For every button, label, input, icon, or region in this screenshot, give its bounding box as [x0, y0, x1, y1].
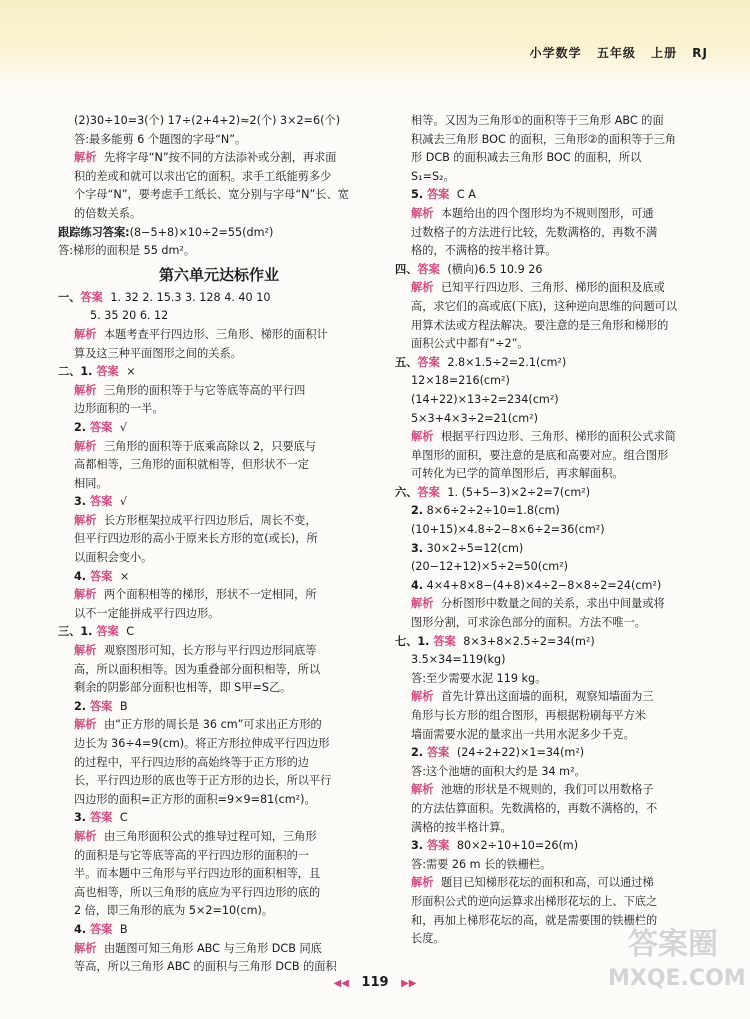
watermark-text: 答案圈 — [628, 927, 718, 962]
text-line — [395, 837, 707, 856]
text-line — [395, 112, 707, 131]
label-tag: 答案 — [417, 355, 440, 369]
text-fragment: 池塘的形状是不规则的，我们可以用数格子 — [437, 783, 654, 797]
text-fragment: 4. — [411, 578, 424, 592]
text-fragment: 相同。 — [74, 476, 108, 490]
label-tag: 解析 — [411, 430, 434, 444]
text-fragment: 3.5×34=119(kg) — [411, 653, 506, 667]
text-fragment: 30×2÷5=12(cm) — [423, 541, 524, 555]
text-fragment: 边形面积的一半。 — [74, 402, 164, 416]
label-tag: 答案 — [86, 495, 113, 509]
text-fragment: 本题考查平行四边形、三角形、梯形的面积计 — [100, 327, 328, 341]
text-line — [58, 884, 380, 903]
text-line — [395, 540, 707, 559]
text-fragment: 根据平行四边形、三角形、梯形的面积公式求简 — [437, 430, 676, 444]
text-fragment: 七、1. — [395, 634, 430, 648]
text-line — [395, 484, 707, 503]
text-fragment: 由“正方形的周长是 36 cm”可求出正方形的 — [100, 718, 322, 732]
text-line — [58, 186, 380, 205]
watermark-logo — [608, 927, 746, 1008]
text-fragment: 边长为 36÷4=9(cm)。将正方形拉伸成平行四边形 — [74, 737, 330, 750]
text-fragment: 8×6÷2÷2÷10=1.8(cm) — [423, 504, 560, 518]
text-line — [58, 940, 380, 959]
text-line — [395, 577, 707, 596]
text-line — [395, 521, 707, 540]
label-tag: 答案 — [80, 290, 103, 304]
text-line — [58, 205, 380, 224]
text-line — [58, 605, 380, 624]
text-fragment: 的过程中，平行四边形的高始终等于正方形的边 — [74, 755, 309, 769]
text-line — [395, 781, 707, 800]
text-fragment: 形面积公式的逆向运算求出梯形花坛的上、下底之 — [411, 894, 658, 908]
label-tag: 解析 — [74, 327, 97, 341]
text-line — [395, 447, 707, 466]
text-line — [395, 688, 707, 707]
text-line — [58, 363, 380, 382]
text-fragment: C A — [453, 188, 476, 202]
text-fragment: 长方形框架拉成平行四边形后，周长不变， — [100, 513, 317, 527]
text-fragment: 六、 — [395, 485, 418, 499]
text-line — [395, 186, 707, 205]
text-fragment: 2 倍，即三角形的底为 5×2=10(cm)。 — [74, 904, 274, 918]
text-line — [58, 475, 380, 494]
label-tag: 答案 — [86, 922, 113, 936]
text-fragment: 高，所以面积相等。因为重叠部分面积相等，所以 — [74, 662, 321, 676]
text-fragment: 5. — [411, 188, 424, 202]
text-fragment: (24÷2+22)×1=34(m²) — [453, 746, 585, 760]
text-line — [58, 400, 380, 419]
text-line — [58, 289, 380, 308]
text-fragment: 本题给出的四个图形均为不规则图形，可通 — [437, 206, 654, 220]
text-fragment: 等高，所以三角形 ABC 的面积与三角形 DCB 的面积 — [74, 960, 337, 974]
text-line — [58, 623, 380, 642]
text-fragment: 长度。 — [411, 932, 445, 946]
text-fragment: √ — [116, 495, 128, 509]
text-fragment: 算及这三种平面图形之间的关系。 — [74, 346, 242, 360]
text-line — [58, 493, 380, 512]
text-line — [58, 438, 380, 457]
label-tag: 解析 — [74, 941, 97, 955]
text-line — [58, 345, 380, 364]
text-fragment: 墙面需要水泥的量求出一共用水泥多少千克。 — [411, 727, 635, 741]
label-tag: 解析 — [74, 588, 97, 602]
text-line — [58, 382, 380, 401]
right-column — [395, 112, 707, 949]
label-tag: 解析 — [411, 206, 434, 220]
text-fragment: 二、1. — [58, 365, 93, 379]
text-fragment: 半。而本题中三角形与平行四边形的面积相等，且 — [74, 867, 321, 881]
text-line — [395, 391, 707, 410]
text-fragment: 5. 35 20 6. 12 — [90, 309, 169, 323]
text-line — [395, 744, 707, 763]
text-fragment: 答:至少需要水泥 119 kg。 — [411, 671, 547, 685]
text-line — [58, 735, 380, 754]
prev-arrow-icon[interactable]: ◀◀ — [333, 978, 349, 989]
text-fragment: 2. — [74, 420, 87, 434]
text-fragment: C — [116, 811, 128, 825]
text-line — [58, 456, 380, 475]
text-line — [395, 670, 707, 689]
text-line — [395, 224, 707, 243]
text-fragment: 和，再加上梯形花坛的高，就是需要围的铁栅栏的 — [411, 913, 658, 927]
text-line — [395, 354, 707, 373]
text-line — [395, 149, 707, 168]
text-fragment: B — [116, 699, 128, 713]
text-line — [395, 874, 707, 893]
text-line — [58, 902, 380, 921]
text-fragment: (2)30÷10=3(个) 17÷(2+4+2)≈2(个) 3×2=6(个) — [74, 114, 341, 127]
text-line — [395, 595, 707, 614]
label-tag: 答案 — [417, 262, 440, 276]
page-number: 119 — [361, 975, 389, 990]
text-fragment: 由三角形面积公式的推导过程可知，三角形 — [100, 829, 317, 843]
text-fragment: 格的，不满格的按半格计算。 — [411, 244, 557, 258]
label-tag: 解析 — [74, 718, 97, 732]
label-tag: 答案 — [86, 420, 113, 434]
label-tag: 答案 — [86, 811, 113, 825]
text-fragment: 高也相等，所以三角形的底应为平行四边形的底的 — [74, 885, 321, 899]
text-line — [395, 558, 707, 577]
label-tag: 答案 — [423, 839, 450, 853]
label-tag: 解析 — [411, 876, 434, 890]
text-fragment: (20−12+12)×5÷2=50(cm²) — [411, 560, 569, 574]
text-fragment: × — [116, 569, 130, 583]
text-fragment: 积的差或和就可以求出它的面积。求手工纸能剪多少 — [74, 169, 332, 183]
text-line — [58, 679, 380, 698]
header-subject: 小学数学 — [529, 46, 582, 60]
text-fragment: 满格的按半格计算。 — [411, 820, 512, 834]
text-fragment: 的倍数关系。 — [74, 206, 142, 220]
text-fragment: 个字母“N”，要考虑手工纸长、宽分别与字母“N”长、宽 — [74, 188, 349, 202]
text-fragment: 长，平行四边形的底也等于正方形的边长，所以平行 — [74, 774, 332, 788]
text-fragment: 由题图可知三角形 ABC 与三角形 DCB 同底 — [100, 941, 322, 955]
text-fragment: 题目已知梯形花坛的面积和高，可以通过梯 — [437, 876, 654, 890]
text-fragment: 高都相等，三角形的面积就相等，但形状不一定 — [74, 458, 309, 472]
label-tag: 答案 — [86, 699, 113, 713]
watermark-url: MXQE.COM — [608, 966, 746, 991]
text-line — [395, 465, 707, 484]
text-fragment: 1. 32 2. 15.3 3. 128 4. 40 10 — [106, 290, 271, 304]
label-tag: 解析 — [74, 513, 97, 527]
text-line — [395, 633, 707, 652]
text-fragment: 已知平行四边形、三角形、梯形的面积及底或 — [437, 281, 665, 295]
header-volume: 上册 — [651, 46, 678, 60]
text-line — [395, 298, 707, 317]
text-line — [58, 847, 380, 866]
text-fragment: C — [122, 625, 135, 639]
text-line — [395, 261, 707, 280]
text-fragment: 4×4+8×8−(4+8)×4÷2−8×8÷2=24(cm²) — [423, 578, 662, 592]
text-line — [395, 410, 707, 429]
label-tag: 答案 — [92, 365, 119, 379]
label-tag: 答案 — [92, 625, 119, 639]
text-line — [395, 242, 707, 261]
text-line — [58, 549, 380, 568]
text-line — [395, 819, 707, 838]
text-line — [395, 168, 707, 187]
text-fragment: 四、 — [395, 262, 418, 276]
text-line — [58, 586, 380, 605]
label-tag: 解析 — [411, 281, 434, 295]
text-fragment: 8×3+8×2.5÷2=34(m²) — [459, 634, 595, 648]
text-line — [58, 754, 380, 773]
text-fragment: 3. — [411, 839, 424, 853]
text-fragment: 跟踪练习答案: — [58, 225, 130, 239]
text-line — [395, 726, 707, 745]
text-fragment: 先将字母“N”按不同的方法添补或分割，再求面 — [100, 151, 337, 165]
text-line — [58, 642, 380, 661]
text-line — [395, 335, 707, 354]
text-line — [58, 958, 380, 977]
text-line — [58, 512, 380, 531]
text-line — [395, 614, 707, 633]
text-line — [395, 131, 707, 150]
text-fragment: 面积公式中都有“÷2”。 — [411, 337, 529, 351]
text-line — [395, 856, 707, 875]
next-arrow-icon[interactable]: ▶▶ — [401, 978, 417, 989]
text-line — [58, 168, 380, 187]
text-line — [58, 809, 380, 828]
text-fragment: 相等。又因为三角形①的面积等于三角形 ABC 的面 — [411, 114, 664, 127]
text-fragment: 答:需要 26 m 长的铁栅栏。 — [411, 857, 552, 871]
text-fragment: (8−5+8)×10÷2=55(dm²) — [129, 225, 274, 239]
text-fragment: 首先计算出这面墙的面积，观察知墙面为三 — [437, 690, 654, 704]
text-line — [58, 419, 380, 438]
text-line — [58, 224, 380, 243]
text-fragment: 角形与长方形的组合图形，再根据粉刷每平方米 — [411, 709, 646, 722]
text-fragment: 答:梯形的面积是 55 dm²。 — [58, 244, 196, 258]
label-tag: 解析 — [74, 829, 97, 843]
text-fragment: 一、 — [58, 290, 81, 304]
text-fragment: 答:最多能剪 6 个题图的字母“N”。 — [74, 132, 247, 146]
text-fragment: 五、 — [395, 355, 418, 369]
text-line — [58, 661, 380, 680]
label-tag: 解析 — [74, 439, 97, 453]
text-fragment: 图形分割，可求涂色部分的面积。方法不唯一。 — [411, 616, 646, 630]
text-fragment: 三角形的面积等于与它等底等高的平行四 — [100, 383, 306, 397]
text-fragment: 三角形的面积等于底乘高除以 2，只要底与 — [100, 439, 316, 453]
text-fragment: 但平行四边形的高小于原来长方形的宽(或长)，所 — [74, 532, 318, 546]
text-line — [58, 242, 380, 261]
text-fragment: 两个面积相等的梯形，形状不一定相同，所 — [100, 588, 317, 602]
text-line — [395, 893, 707, 912]
text-line — [395, 651, 707, 670]
text-line — [58, 307, 380, 326]
text-fragment: 以不一定能拼成平行四边形。 — [74, 606, 220, 620]
text-fragment: 2. — [411, 504, 424, 518]
text-fragment: 1. (5+5−3)×2÷2=7(cm²) — [443, 485, 591, 499]
text-fragment: S₁=S₂。 — [411, 169, 455, 183]
text-fragment: B — [116, 922, 128, 936]
label-tag: 解析 — [74, 151, 97, 165]
text-fragment: (10+15)×4.8÷2−8×6÷2=36(cm²) — [411, 523, 605, 537]
text-fragment: 12×18=216(cm²) — [411, 374, 510, 388]
text-line — [58, 791, 380, 810]
text-line — [58, 828, 380, 847]
text-fragment: × — [122, 365, 136, 379]
text-fragment: (横向)6.5 10.9 26 — [443, 262, 543, 276]
text-line — [58, 568, 380, 587]
label-tag: 解析 — [411, 597, 434, 611]
text-line — [58, 865, 380, 884]
label-tag: 答案 — [86, 569, 113, 583]
text-fragment: 的面积是与它等底等高的平行四边形的面积的一 — [74, 848, 309, 862]
page-header — [520, 44, 708, 61]
left-column — [58, 112, 380, 977]
text-fragment: 过数格子的方法进行比较，先数满格的，再数不满 — [411, 225, 658, 239]
text-fragment: 可转化为已学的简单图形后，再求解面积。 — [411, 467, 624, 481]
label-tag: 解析 — [411, 690, 434, 704]
text-fragment: 用算术法或方程法解决。要注意的是三角形和梯形的 — [411, 318, 669, 332]
text-fragment: 以面积会变小。 — [74, 551, 153, 565]
text-line — [395, 279, 707, 298]
text-line — [58, 716, 380, 735]
text-fragment: 4. — [74, 922, 87, 936]
text-fragment: √ — [116, 420, 128, 434]
section-title — [58, 263, 380, 287]
text-fragment: 单图形的面积，要注意的是底和高要对应。组合图形 — [411, 448, 669, 462]
text-fragment: 观察图形可知，长方形与平行四边形同底等 — [100, 644, 317, 658]
text-fragment: 答:这个池塘的面积大约是 34 m²。 — [411, 764, 586, 778]
text-fragment: 3. — [411, 541, 424, 555]
text-fragment: 第六单元达标作业 — [158, 265, 279, 284]
text-fragment: 剩余的阴影部分面积也相等，即 S甲=S乙。 — [74, 681, 292, 695]
text-fragment: 3. — [74, 811, 87, 825]
text-fragment: 三、1. — [58, 625, 93, 639]
text-fragment: 分析图形中数量之间的关系，求出中间量或将 — [437, 597, 665, 611]
text-fragment: 形 DCB 的面积减去三角形 BOC 的面积，所以 — [411, 151, 642, 165]
text-fragment: 80×2÷10+10=26(m) — [453, 839, 579, 853]
text-line — [58, 149, 380, 168]
text-line — [395, 502, 707, 521]
text-fragment: 高，求它们的高或底(下底)，这种逆向思维的问题可以 — [411, 299, 678, 313]
text-line — [395, 205, 707, 224]
header-edition: RJ — [692, 46, 708, 60]
text-line — [395, 763, 707, 782]
label-tag: 答案 — [423, 746, 450, 760]
label-tag: 答案 — [417, 485, 440, 499]
text-fragment: 2. — [411, 746, 424, 760]
text-line — [395, 428, 707, 447]
text-line — [58, 530, 380, 549]
text-line — [58, 131, 380, 150]
text-fragment: 2.8×1.5÷2=2.1(cm²) — [443, 355, 567, 369]
text-fragment: (14+22)×13÷2=234(cm²) — [411, 392, 559, 406]
text-line — [58, 698, 380, 717]
text-fragment: 5×3+4×3÷2=21(cm²) — [411, 411, 538, 425]
text-fragment: 积减去三角形 BOC 的面积，三角形②的面积等于三角 — [411, 132, 676, 146]
header-grade: 五年级 — [596, 46, 636, 60]
text-line — [395, 317, 707, 336]
text-line — [395, 372, 707, 391]
text-line — [395, 707, 707, 726]
text-fragment: 2. — [74, 699, 87, 713]
text-line — [395, 800, 707, 819]
text-fragment: 4. — [74, 569, 87, 583]
text-fragment: 3. — [74, 495, 87, 509]
label-tag: 解析 — [411, 783, 434, 797]
text-line — [58, 112, 380, 131]
text-line — [58, 772, 380, 791]
label-tag: 解析 — [74, 644, 97, 658]
label-tag: 答案 — [423, 188, 450, 202]
text-line — [58, 326, 380, 345]
text-line — [58, 921, 380, 940]
label-tag: 解析 — [74, 383, 97, 397]
text-fragment: 的方法估算面积。先数满格的，再数不满格的，不 — [411, 801, 658, 815]
text-fragment: 四边形的面积=正方形的面积=9×9=81(cm²)。 — [74, 792, 316, 806]
label-tag: 答案 — [429, 634, 456, 648]
